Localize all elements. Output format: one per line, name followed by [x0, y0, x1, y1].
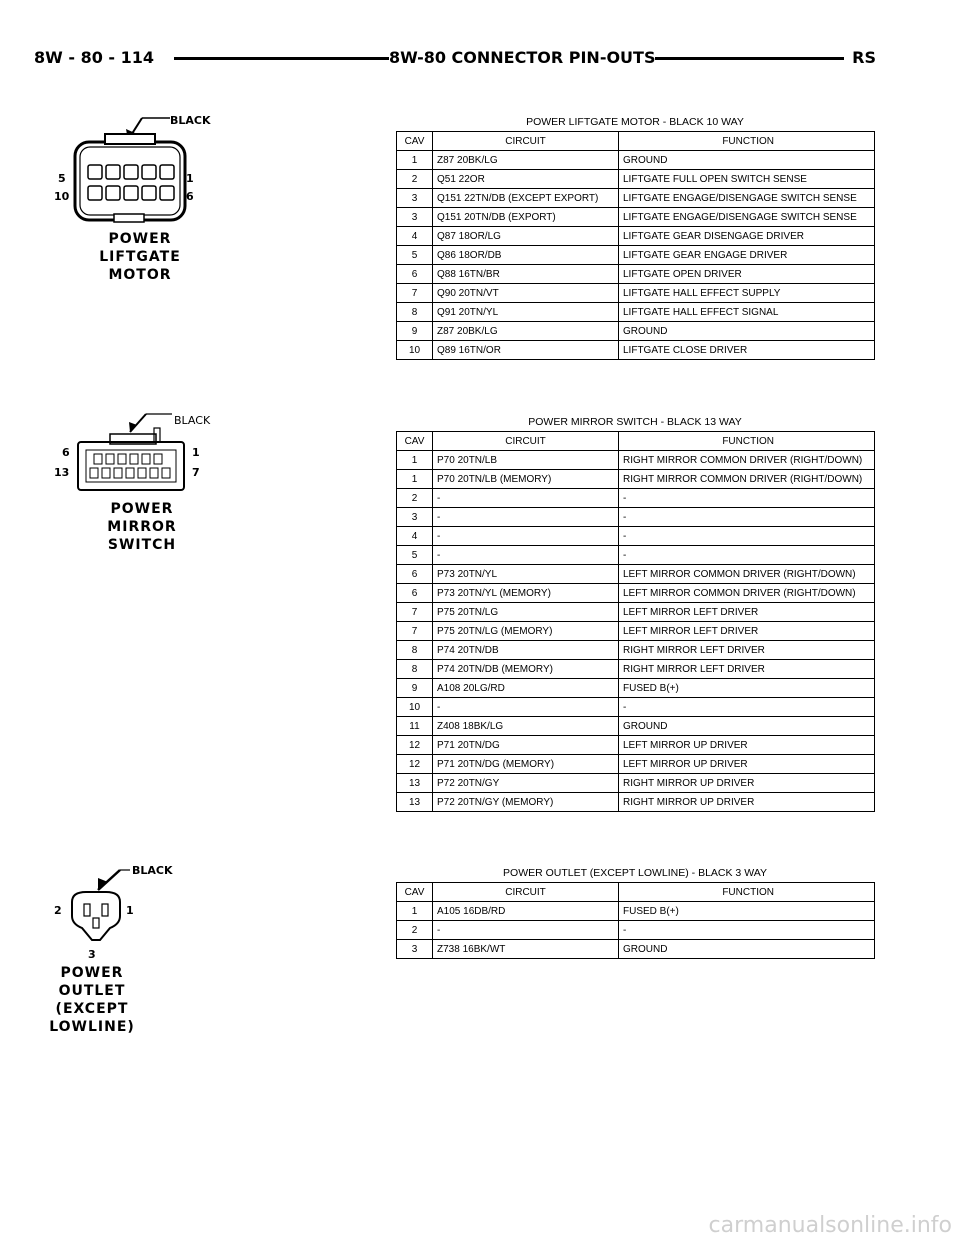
liftgate-pin-label-1: 1	[186, 172, 194, 185]
cav-cell: 2	[397, 489, 433, 508]
circuit-cell: -	[433, 508, 619, 527]
cav-cell: 13	[397, 774, 433, 793]
function-cell: LEFT MIRROR LEFT DRIVER	[619, 622, 875, 641]
table-row	[397, 246, 875, 265]
table-row	[397, 940, 875, 959]
cav-cell: 7	[397, 603, 433, 622]
function-cell: LIFTGATE ENGAGE/DISENGAGE SWITCH SENSE	[619, 189, 875, 208]
circuit-cell: Q89 16TN/OR	[433, 341, 619, 360]
function-cell: LEFT MIRROR COMMON DRIVER (RIGHT/DOWN)	[619, 584, 875, 603]
cav-cell: 8	[397, 641, 433, 660]
cav-cell: 12	[397, 736, 433, 755]
table-row	[397, 527, 875, 546]
function-cell: GROUND	[619, 940, 875, 959]
mirror-pin-label-7: 7	[192, 466, 200, 479]
table-row	[397, 603, 875, 622]
cav-cell: 4	[397, 527, 433, 546]
mirror-switch-connector-name: POWER MIRROR SWITCH	[107, 501, 177, 553]
power-outlet-color-label: BLACK	[132, 864, 173, 877]
function-cell: -	[619, 546, 875, 565]
circuit-cell: Z87 20BK/LG	[433, 151, 619, 170]
circuit-cell: A105 16DB/RD	[433, 902, 619, 921]
function-cell: LIFTGATE OPEN DRIVER	[619, 265, 875, 284]
mirror-switch-pinout-table	[396, 413, 874, 812]
cav-cell: 1	[397, 902, 433, 921]
liftgate-connector-name: POWER LIFTGATE MOTOR	[99, 231, 181, 283]
function-header: FUNCTION	[619, 883, 875, 902]
circuit-cell: Z87 20BK/LG	[433, 322, 619, 341]
table-row	[397, 565, 875, 584]
outlet-pin-label-3: 3	[88, 948, 96, 961]
mirror-pin-label-1: 1	[192, 446, 200, 459]
function-cell: GROUND	[619, 717, 875, 736]
mirror-switch-connector-diagram	[50, 410, 220, 553]
circuit-cell: Q151 20TN/DB (EXPORT)	[433, 208, 619, 227]
table-header-row	[397, 432, 875, 451]
table-row	[397, 189, 875, 208]
cav-header: CAV	[397, 432, 433, 451]
circuit-cell: P71 20TN/DG	[433, 736, 619, 755]
table-row	[397, 755, 875, 774]
table-title: POWER LIFTGATE MOTOR - BLACK 10 WAY	[526, 116, 744, 128]
circuit-cell: Z738 16BK/WT	[433, 940, 619, 959]
cav-header: CAV	[397, 883, 433, 902]
function-cell: -	[619, 698, 875, 717]
function-cell: RIGHT MIRROR COMMON DRIVER (RIGHT/DOWN)	[619, 470, 875, 489]
pinout-table	[396, 131, 875, 360]
cav-cell: 13	[397, 793, 433, 812]
table-row	[397, 470, 875, 489]
mirror-pin-label-6: 6	[62, 446, 70, 459]
watermark: carmanualsonline.info	[708, 1213, 952, 1238]
circuit-cell: -	[433, 527, 619, 546]
table-title: POWER MIRROR SWITCH - BLACK 13 WAY	[528, 416, 742, 428]
circuit-cell: -	[433, 489, 619, 508]
function-cell: -	[619, 489, 875, 508]
mirror-pin-label-13: 13	[54, 466, 70, 479]
circuit-cell: P73 20TN/YL (MEMORY)	[433, 584, 619, 603]
table-title: POWER OUTLET (EXCEPT LOWLINE) - BLACK 3 WAY	[503, 867, 767, 879]
liftgate-motor-connector-diagram	[50, 110, 220, 283]
table-row	[397, 736, 875, 755]
table-row	[397, 151, 875, 170]
function-cell: LIFTGATE HALL EFFECT SIGNAL	[619, 303, 875, 322]
function-cell: FUSED B(+)	[619, 902, 875, 921]
table-header-row	[397, 883, 875, 902]
circuit-cell: Q151 22TN/DB (EXCEPT EXPORT)	[433, 189, 619, 208]
circuit-cell: P74 20TN/DB	[433, 641, 619, 660]
power-outlet-pinout-table	[396, 864, 874, 959]
cav-cell: 3	[397, 508, 433, 527]
circuit-cell: P74 20TN/DB (MEMORY)	[433, 660, 619, 679]
cav-header: CAV	[397, 132, 433, 151]
header-rule-right	[634, 57, 844, 60]
power-outlet-connector-name: POWER OUTLET (EXCEPT LOWLINE)	[49, 965, 135, 1035]
function-cell: LIFTGATE ENGAGE/DISENGAGE SWITCH SENSE	[619, 208, 875, 227]
circuit-cell: Z408 18BK/LG	[433, 717, 619, 736]
power-outlet-connector-diagram	[40, 860, 180, 1035]
circuit-cell: P71 20TN/DG (MEMORY)	[433, 755, 619, 774]
table-row	[397, 584, 875, 603]
table-row	[397, 902, 875, 921]
circuit-cell: Q51 22OR	[433, 170, 619, 189]
outlet-pin-label-1: 1	[126, 904, 134, 917]
circuit-header: CIRCUIT	[433, 132, 619, 151]
circuit-cell: P75 20TN/LG (MEMORY)	[433, 622, 619, 641]
page-number: 8W - 80 - 114	[34, 48, 155, 67]
cav-cell: 11	[397, 717, 433, 736]
function-cell: LEFT MIRROR UP DRIVER	[619, 755, 875, 774]
table-row	[397, 322, 875, 341]
circuit-cell: -	[433, 546, 619, 565]
cav-cell: 6	[397, 565, 433, 584]
table-row	[397, 679, 875, 698]
function-cell: LIFTGATE GEAR DISENGAGE DRIVER	[619, 227, 875, 246]
liftgate-color-label: BLACK	[170, 114, 211, 127]
function-cell: RIGHT MIRROR UP DRIVER	[619, 774, 875, 793]
cav-cell: 1	[397, 470, 433, 489]
function-header: FUNCTION	[619, 432, 875, 451]
cav-cell: 8	[397, 303, 433, 322]
table-row	[397, 921, 875, 940]
table-row	[397, 303, 875, 322]
cav-cell: 5	[397, 546, 433, 565]
cav-cell: 2	[397, 170, 433, 189]
circuit-cell: Q87 18OR/LG	[433, 227, 619, 246]
page-title: 8W-80 CONNECTOR PIN-OUTS	[389, 48, 656, 67]
function-cell: -	[619, 508, 875, 527]
table-row	[397, 265, 875, 284]
cav-cell: 1	[397, 451, 433, 470]
cav-cell: 10	[397, 698, 433, 717]
cav-cell: 4	[397, 227, 433, 246]
liftgate-motor-connector-drawing	[50, 110, 220, 225]
liftgate-pin-label-5: 5	[58, 172, 66, 185]
table-row	[397, 284, 875, 303]
circuit-cell: Q86 18OR/DB	[433, 246, 619, 265]
cav-cell: 10	[397, 341, 433, 360]
function-cell: RIGHT MIRROR COMMON DRIVER (RIGHT/DOWN)	[619, 451, 875, 470]
circuit-header: CIRCUIT	[433, 432, 619, 451]
table-row	[397, 451, 875, 470]
circuit-cell: Q91 20TN/YL	[433, 303, 619, 322]
function-cell: LIFTGATE FULL OPEN SWITCH SENSE	[619, 170, 875, 189]
cav-cell: 12	[397, 755, 433, 774]
cav-cell: 6	[397, 265, 433, 284]
table-row	[397, 227, 875, 246]
cav-cell: 3	[397, 940, 433, 959]
table-row	[397, 546, 875, 565]
liftgate-motor-pinout-table	[396, 113, 874, 360]
circuit-cell: -	[433, 698, 619, 717]
pinout-table	[396, 431, 875, 812]
function-cell: LEFT MIRROR UP DRIVER	[619, 736, 875, 755]
cav-cell: 5	[397, 246, 433, 265]
header-rule-left	[174, 57, 394, 60]
circuit-cell: P70 20TN/LB	[433, 451, 619, 470]
table-row	[397, 341, 875, 360]
table-row	[397, 793, 875, 812]
cav-cell: 6	[397, 584, 433, 603]
circuit-cell: -	[433, 921, 619, 940]
circuit-cell: P72 20TN/GY (MEMORY)	[433, 793, 619, 812]
table-row	[397, 208, 875, 227]
function-cell: RIGHT MIRROR LEFT DRIVER	[619, 641, 875, 660]
cav-cell: 2	[397, 921, 433, 940]
section-code: RS	[852, 48, 876, 67]
function-cell: GROUND	[619, 151, 875, 170]
table-row	[397, 717, 875, 736]
circuit-cell: Q88 16TN/BR	[433, 265, 619, 284]
table-header-row	[397, 132, 875, 151]
table-row	[397, 622, 875, 641]
function-cell: LIFTGATE HALL EFFECT SUPPLY	[619, 284, 875, 303]
cav-cell: 3	[397, 189, 433, 208]
function-cell: GROUND	[619, 322, 875, 341]
function-cell: LEFT MIRROR COMMON DRIVER (RIGHT/DOWN)	[619, 565, 875, 584]
table-row	[397, 170, 875, 189]
table-row	[397, 508, 875, 527]
circuit-cell: P72 20TN/GY	[433, 774, 619, 793]
table-row	[397, 698, 875, 717]
cav-cell: 8	[397, 660, 433, 679]
function-cell: -	[619, 921, 875, 940]
function-cell: -	[619, 527, 875, 546]
function-cell: FUSED B(+)	[619, 679, 875, 698]
cav-cell: 9	[397, 679, 433, 698]
circuit-cell: P75 20TN/LG	[433, 603, 619, 622]
liftgate-pin-label-10: 10	[54, 190, 70, 203]
function-header: FUNCTION	[619, 132, 875, 151]
function-cell: RIGHT MIRROR UP DRIVER	[619, 793, 875, 812]
function-cell: LIFTGATE CLOSE DRIVER	[619, 341, 875, 360]
pinout-table	[396, 882, 875, 959]
cav-cell: 9	[397, 322, 433, 341]
table-row	[397, 660, 875, 679]
table-row	[397, 641, 875, 660]
circuit-cell: P70 20TN/LB (MEMORY)	[433, 470, 619, 489]
cav-cell: 3	[397, 208, 433, 227]
mirror-switch-color-label: BLACK	[174, 414, 211, 427]
table-row	[397, 489, 875, 508]
outlet-pin-label-2: 2	[54, 904, 62, 917]
function-cell: LEFT MIRROR LEFT DRIVER	[619, 603, 875, 622]
function-cell: LIFTGATE GEAR ENGAGE DRIVER	[619, 246, 875, 265]
page-header	[34, 47, 876, 69]
table-row	[397, 774, 875, 793]
circuit-header: CIRCUIT	[433, 883, 619, 902]
cav-cell: 7	[397, 622, 433, 641]
cav-cell: 7	[397, 284, 433, 303]
liftgate-pin-label-6: 6	[186, 190, 194, 203]
function-cell: RIGHT MIRROR LEFT DRIVER	[619, 660, 875, 679]
circuit-cell: A108 20LG/RD	[433, 679, 619, 698]
cav-cell: 1	[397, 151, 433, 170]
circuit-cell: P73 20TN/YL	[433, 565, 619, 584]
circuit-cell: Q90 20TN/VT	[433, 284, 619, 303]
